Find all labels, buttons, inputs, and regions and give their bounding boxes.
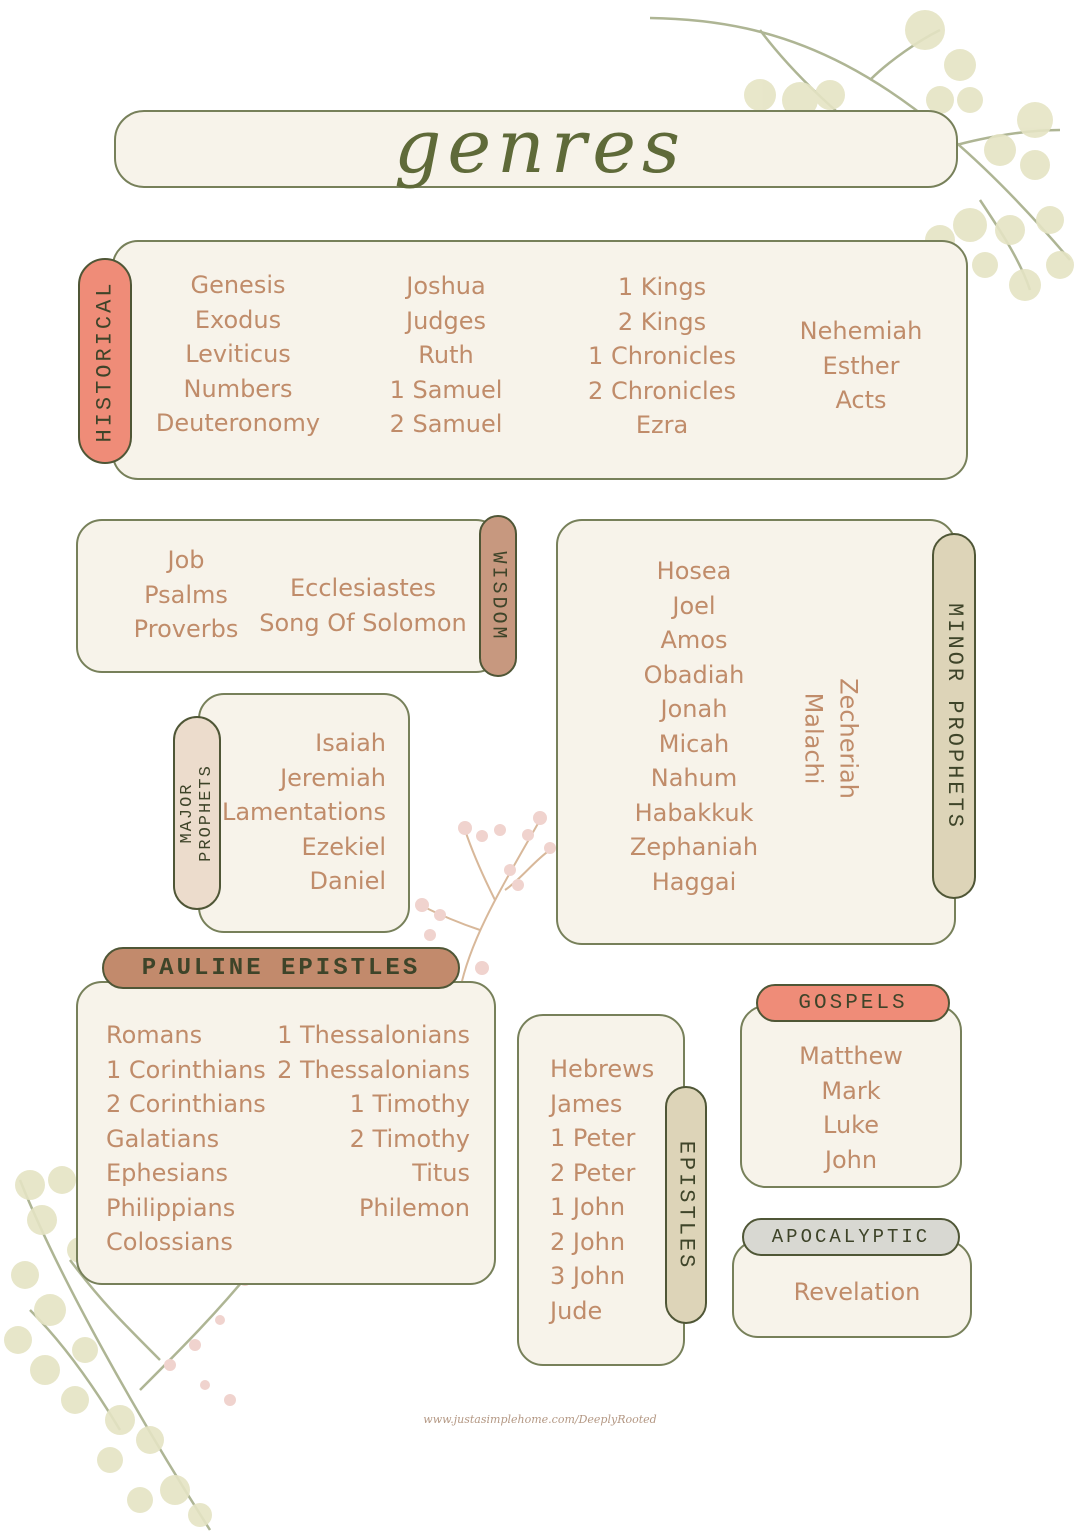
book-1-timothy: 1 Timothy [349,1090,470,1118]
book-2-thessalonians: 2 Thessalonians [277,1055,470,1084]
book-ecclesiastes: Ecclesiastes [289,574,437,602]
major-prophets-label-line-1: MAJOR [178,782,197,844]
book-joel: Joel [672,591,716,620]
book-ezekiel: Ezekiel [301,832,386,861]
book-ruth: Ruth [418,341,474,369]
book-galatians: Galatians [106,1124,220,1153]
pauline-epistles-tab [102,947,460,989]
book-colossians: Colossians [106,1228,233,1256]
gospels-tab [756,984,950,1022]
historical-col-1 [148,268,328,441]
wisdom-col-1 [126,543,246,647]
book-nehemiah: Nehemiah [799,317,923,345]
epistles-label: EPISTLES [673,1140,699,1270]
book-2-john: 2 John [550,1227,626,1256]
epistles-books [550,1052,670,1328]
book-deuteronomy: Deuteronomy [155,409,321,437]
book-john: John [824,1145,878,1174]
book-song-of-solomon: Song Of Solomon [259,608,467,637]
gospels-label: GOSPELS [798,991,908,1015]
minor-prophets-col-1 [614,554,774,899]
book-malachi: Malachi [800,692,828,785]
book-habakkuk: Habakkuk [634,798,754,827]
gospels-books [770,1039,932,1177]
book-1-corinthians: 1 Corinthians [106,1055,266,1084]
book-luke: Luke [823,1111,879,1139]
book-lamentations: Lamentations [221,798,386,826]
book-ephesians: Ephesians [106,1159,228,1187]
book-1-peter: 1 Peter [550,1124,636,1152]
book-amos: Amos [660,626,728,654]
apocalyptic-label: APOCALYPTIC [771,1226,931,1248]
book-job: Job [167,546,205,574]
book-exodus: Exodus [194,305,282,334]
footer-url: www.justasimplehome.com/DeeplyRooted [423,1413,657,1426]
apocalyptic-tab [742,1218,960,1256]
historical-col-4 [786,314,936,418]
apocalyptic-books [752,1275,962,1310]
minor-prophets-tab [932,533,976,899]
book-jonah: Jonah [660,695,728,723]
book-2-samuel: 2 Samuel [389,410,503,438]
book-zecheriah: Zecheriah [834,678,863,799]
book-philemon: Philemon [358,1193,470,1222]
book-james: James [550,1089,623,1118]
book-2-chronicles: 2 Chronicles [588,376,736,405]
historical-col-2 [366,269,526,442]
book-isaiah: Isaiah [315,729,386,757]
book-zephaniah: Zephaniah [629,833,759,861]
historical-label: HISTORICAL [92,279,118,443]
book-revelation: Revelation [793,1278,921,1306]
book-1-kings: 1 Kings [617,273,707,301]
book-joshua: Joshua [406,272,486,300]
book-proverbs: Proverbs [133,615,239,643]
book-1-john: 1 John [550,1193,626,1221]
book-genesis: Genesis [190,271,286,299]
wisdom-tab [479,515,517,677]
book-matthew: Matthew [799,1042,903,1070]
book-2-corinthians: 2 Corinthians [106,1090,266,1118]
book-judges: Judges [405,306,487,335]
book-1-chronicles: 1 Chronicles [588,342,736,370]
book-jeremiah: Jeremiah [280,763,386,792]
book-hebrews: Hebrews [550,1055,655,1083]
book-haggai: Haggai [651,867,737,896]
book-ezra: Ezra [635,411,689,439]
page-title: genres [394,104,686,190]
major-prophets-label-line-2: PROPHETS [197,764,216,862]
minor-prophets-label: MINOR PROPHETS [941,602,967,830]
book-romans: Romans [106,1021,203,1049]
book-jude: Jude [550,1296,603,1325]
book-micah: Micah [658,729,730,758]
book-psalms: Psalms [144,580,228,609]
book-nahum: Nahum [650,764,738,792]
wisdom-col-2 [252,571,474,640]
book-1-samuel: 1 Samuel [389,375,503,404]
major-prophets-books [218,726,386,899]
book-1-thessalonians: 1 Thessalonians [277,1021,470,1049]
book-obadiah: Obadiah [643,660,745,689]
book-2-peter: 2 Peter [550,1158,636,1187]
epistles-tab [665,1086,707,1324]
historical-col-3 [572,270,752,443]
book-acts: Acts [835,386,887,414]
major-prophets-tab [173,716,221,910]
pauline-col-1 [106,1018,276,1260]
book-titus: Titus [412,1159,470,1187]
pauline-epistles-label: PAULINE EPISTLES [141,954,421,982]
book-leviticus: Leviticus [185,340,291,368]
pauline-col-2 [272,1018,470,1225]
wisdom-label: WISDOM [486,550,510,642]
book-3-john: 3 John [550,1262,626,1290]
book-hosea: Hosea [656,557,732,585]
book-philippians: Philippians [106,1193,236,1222]
book-esther: Esther [822,351,900,380]
book-mark: Mark [821,1076,881,1105]
book-2-kings: 2 Kings [617,307,707,336]
historical-tab [78,258,132,464]
book-numbers: Numbers [183,374,293,403]
book-2-timothy: 2 Timothy [349,1124,470,1153]
book-daniel: Daniel [309,867,386,895]
